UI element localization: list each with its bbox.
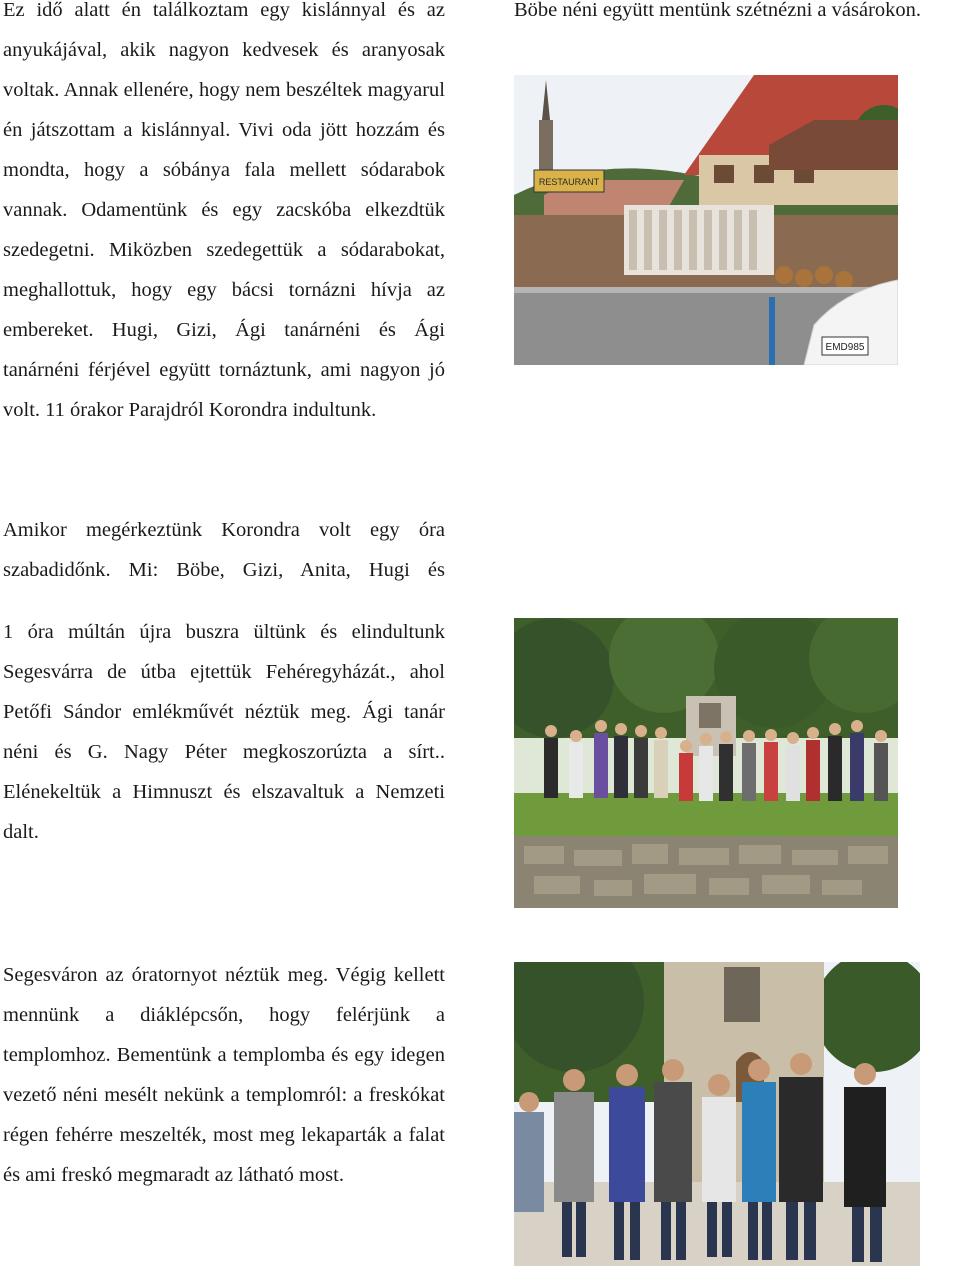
- paragraph-korond: Amikor megérkeztünk Korondra volt egy óra szabadidőnk. Mi: Böbe, Gizi, Anita, Hugi és: [3, 519, 445, 581]
- license-plate-text: EMD985: [825, 342, 865, 353]
- paragraph-feheregyhaza: 1 óra múltán újra buszra ültünk és elindultunk Segesvárra de útba ejtettük Fehéregyházát., ahol Petőfi Sándor emlékművét néztük meg. Ági tanár néni és G. Nagy Péter megkoszorúzta a sírt.. Elénekeltük a Himnuszt és elszavaltuk a Nemzeti dalt.: [3, 621, 445, 843]
- photo-segesvar-church: [514, 962, 920, 1266]
- memorial-group-illustration: [514, 618, 898, 908]
- market-scene-illustration: [514, 75, 898, 365]
- paragraph-parajd: Ez idő alatt én találkoztam egy kislánnyal és az anyukájával, akik nagyon kedvesek és aranyosak voltak. Annak ellenére, hogy nem beszéltek magyarul én játszottam a kislánnyal. Vivi oda jött hozzám és mondta, hogy a sóbánya fala mellett sódarabok vannak. Odamentünk és egy zacskóba elkezdtük szedegetni. Miközben szedegettük a sódarabokat, meghallottuk, hogy egy bácsi tornázni hívja az embereket. Hugi, Gizi, Ági tanárnéni és Ági tanárnéni férjével együtt tornáztunk, ami nagyon jó volt. 11 órakor Parajdról Korondra indultunk.: [3, 0, 445, 421]
- photo-korond-market: [514, 75, 898, 365]
- restaurant-sign-text: RESTAURANT: [538, 177, 600, 187]
- paragraph-segesvar: Segesváron az óratornyot néztük meg. Végig kellett mennünk a diáklépcsőn, hogy felérjünk a templomhoz. Bementünk a templomba és egy idegen vezető néni mesélt nekünk a templomról: a freskókat régen fehérre meszelték, most meg lekaparták a falat és ami freskó megmaradt az látható most.: [3, 964, 445, 1186]
- photo-feheregyhaza-memorial: [514, 618, 898, 908]
- church-group-illustration: [514, 962, 920, 1266]
- paragraph-vasarok: Böbe néni együtt mentünk szétnézni a vásárokon.: [514, 0, 922, 21]
